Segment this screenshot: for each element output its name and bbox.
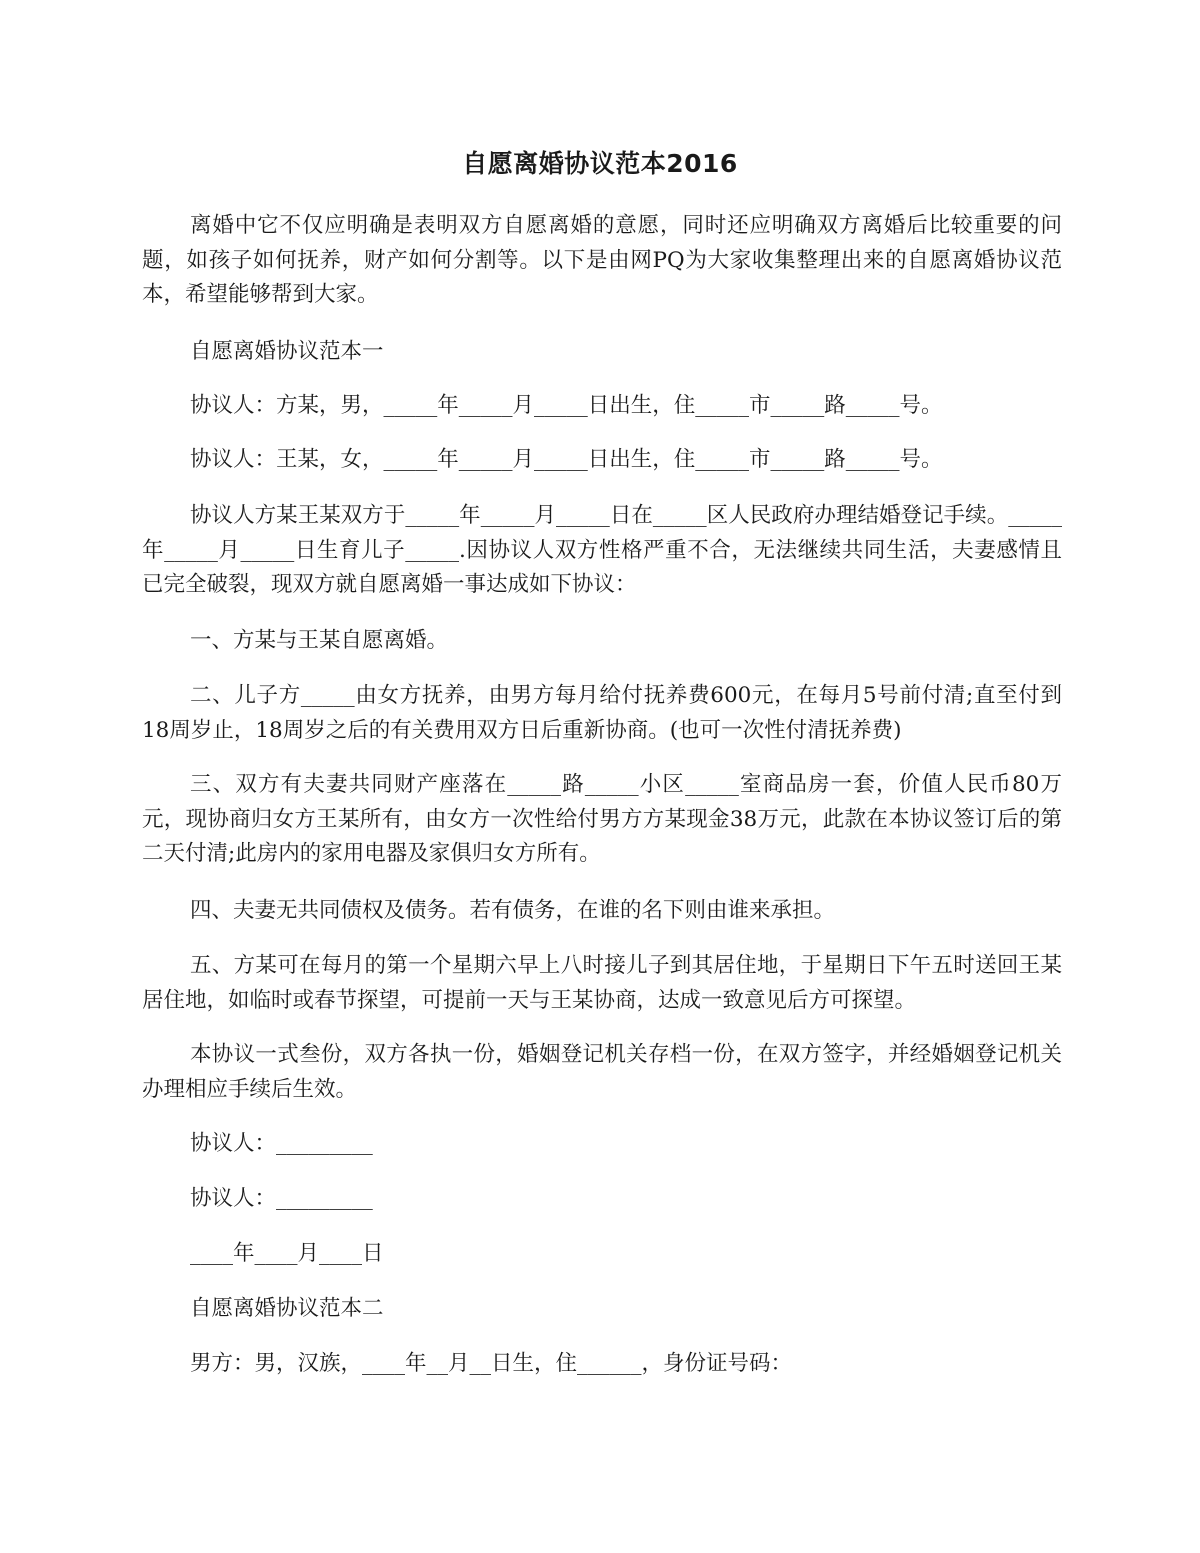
document-title: 自愿离婚协议范本2016 — [462, 149, 738, 178]
male-party-line: 男方：男，汉族，____年__月__日生，住______，身份证号码： — [190, 1351, 793, 1376]
section-heading-template-two: 自愿离婚协议范本二 — [190, 1296, 384, 1321]
clause-three: 三、双方有夫妻共同财产座落在_____路_____小区_____室商品房一套，价值人民币80万元，现协商归女方王某所有，由女方一次性给付男方方某现金38万元，此款在本协议签订后的第二天付清;此房内的家用电器及家俱归女方所有。 — [142, 772, 1062, 866]
marriage-registration-paragraph: 协议人方某王某双方于_____年_____月_____日在_____区人民政府办理结婚登记手续。_____年_____月_____日生育儿子_____.因协议人双方性格严重不合，无法继续共同生活，夫妻感情且已完全破裂，现双方就自愿离婚一事达成如下协议： — [142, 503, 1062, 597]
clause-one: 一、方某与王某自愿离婚。 — [190, 628, 449, 653]
effectiveness-paragraph: 本协议一式叁份，双方各执一份，婚姻登记机关存档一份，在双方签字，并经婚姻登记机关办理相应手续后生效。 — [142, 1042, 1062, 1102]
clause-two: 二、儿子方_____由女方抚养，由男方每月给付抚养费600元，在每月5号前付清;直至付到18周岁止，18周岁之后的有关费用双方日后重新协商。(也可一次性付清抚养费) — [142, 683, 1062, 743]
section-heading-template-one: 自愿离婚协议范本一 — [190, 339, 384, 364]
clause-four: 四、夫妻无共同债权及债务。若有债务，在谁的名下则由谁来承担。 — [190, 898, 836, 923]
clause-five: 五、方某可在每月的第一个星期六早上八时接儿子到其居住地，于星期日下午五时送回王某居住地，如临时或春节探望，可提前一天与王某协商，达成一致意见后方可探望。 — [142, 953, 1062, 1013]
signature-line-party-one: 协议人：_________ — [190, 1131, 373, 1156]
party-line-husband: 协议人：方某，男，_____年_____月_____日出生，住_____市_____路_____号。 — [190, 393, 943, 418]
party-line-wife: 协议人：王某，女，_____年_____月_____日出生，住_____市_____路_____号。 — [190, 447, 943, 472]
date-line: ____年____月____日 — [190, 1241, 384, 1266]
intro-paragraph: 离婚中它不仅应明确是表明双方自愿离婚的意愿，同时还应明确双方离婚后比较重要的问题，如孩子如何抚养，财产如何分割等。以下是由网PQ为大家收集整理出来的自愿离婚协议范本，希望能够帮到大家。 — [142, 213, 1062, 307]
signature-line-party-two: 协议人：_________ — [190, 1186, 373, 1211]
